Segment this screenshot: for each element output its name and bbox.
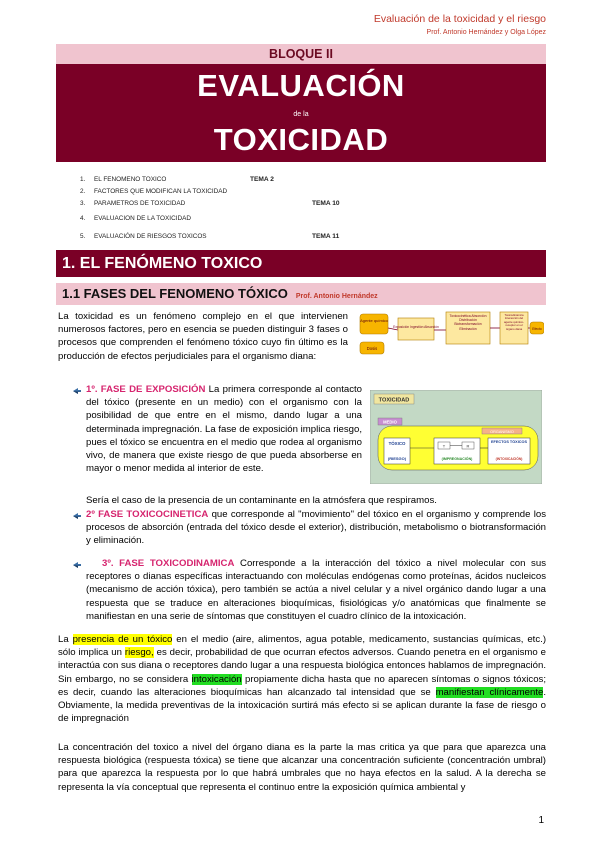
subsection-heading — [56, 283, 546, 305]
title-line-2: de la — [293, 111, 309, 118]
intro-paragraph: La toxicidad es un fenómeno complejo en el que intervienen numerosos factores, pero en esencia se pueden distinguir 3 fases o procesos que comprenden el fenómeno tóxico cuyo fin último es la producción de efectos perjudiciales para el organismo diana: — [58, 311, 348, 362]
phase-3-text: Corresponde a la interacción del tóxico a nivel molecular con sus receptores o dianas específicas interactuando con moléculas endógenas como proteínas, ácidos nucleicos (mecanismo de acción tóxica), pero también se actúa a nivel celular y a nivel orgánico dando lugar a una respuesta que se traduce en alteraciones bioquímicas, fisiológicas y/o anatómicas que finalmente se manifiestan en una serie de síntomas que constituyen el cuadro clínico de la intoxicación. — [86, 558, 546, 622]
phase-1-tail: Sería el caso de la presencia de un contaminante en la atmósfera que respiramos. — [86, 495, 437, 506]
riesgo-label: (RIESGO) — [387, 456, 407, 461]
text-fragment: es decir, probabilidad de que ocurran efectos adversos. Cuando penetra en el organismo e interactúa con sus diana o receptores dando lugar a una respuesta biológica entonces hablamos de impregnación. Sin embargo, no se considera — [58, 647, 547, 685]
subsection-title: 1.1 FASES DEL FENOMENO TÓXICO — [62, 286, 288, 301]
toc-item — [80, 231, 520, 243]
toxicity-diagram — [370, 390, 542, 484]
phase-2 — [86, 508, 546, 548]
t-label: T — [442, 443, 446, 449]
toc-num: 3. — [80, 200, 86, 207]
medio-label: MEDIO — [383, 419, 397, 425]
toc-tema: TEMA 2 — [250, 176, 274, 183]
agente-box — [360, 314, 388, 334]
toc-num: 5. — [80, 233, 86, 240]
organismo-label: ORGANISMO — [490, 429, 514, 434]
highlight-risk: riesgo, — [124, 647, 154, 659]
title-box — [56, 64, 546, 162]
toxic-process-diagram — [358, 308, 544, 374]
paragraph-risk — [58, 633, 546, 726]
toc-item — [80, 186, 520, 198]
toc-item — [80, 213, 520, 225]
page-header — [374, 12, 546, 38]
toxicidad-label: TOXICIDAD — [378, 397, 410, 404]
text-fragment: La — [58, 634, 73, 645]
text-fragment: . Obviamente, la medida preventivas de la intoxicación surtirá más efecto si se aplican durante la fase de riesgo o de impregnación — [58, 686, 546, 725]
page-number: 1 — [538, 815, 544, 827]
toc-num: 4. — [80, 215, 86, 222]
toc-label: FACTORES QUE MODIFICAN LA TOXICIDAD — [94, 188, 228, 195]
toc-item — [80, 198, 520, 210]
toc-num: 2. — [80, 188, 86, 195]
toxicocinetica-label: Toxicocinética Absorción Distribución Biotransformación Eliminación — [449, 314, 487, 331]
toc-item — [80, 174, 520, 186]
r-label: R — [466, 443, 470, 449]
title-line-3: TOXICIDAD — [213, 122, 389, 157]
toc-tema: TEMA 11 — [312, 233, 340, 240]
toc-num: 1. — [80, 176, 86, 183]
section-heading: 1. EL FENÓMENO TOXICO — [56, 250, 546, 277]
highlight-presence: presencia de un tóxico — [72, 634, 173, 645]
toxico-label: TÓXICO — [388, 441, 406, 446]
toc-label: PARAMETROS DE TOXICIDAD — [94, 200, 186, 207]
header-title: Evaluación de la toxicidad y el riesgo — [373, 13, 546, 25]
toc-label: EVALUACIÓN DE RIESGOS TOXICOS — [94, 233, 207, 240]
toc-label: EL FENOMENO TOXICO — [94, 176, 167, 183]
bullet-arrow-icon — [72, 511, 82, 521]
phase-1 — [86, 383, 362, 476]
bullet-arrow-icon — [72, 560, 82, 570]
highlight-clinical: manifiestan clínicamente — [435, 686, 544, 698]
intoxicacion-label: (INTOXICACIÓN) — [495, 457, 523, 461]
dosis-label: Dosis — [366, 346, 378, 351]
agente-label: Agente químico — [360, 318, 388, 323]
table-of-contents — [80, 174, 520, 243]
efectos-label: EFECTOS TÓXICOS — [490, 440, 527, 444]
phase-3-title: 3º. FASE TOXICODINAMICA — [102, 558, 235, 569]
phase-2-text: que corresponde al "movimiento" del tóxico en el organismo y comprende los procesos de absorción (entrada del tóxico desde el exterior), distribución, metabolismo o biotransformación y eliminación. — [86, 509, 546, 547]
phase-1-text: La primera corresponde al contacto del tóxico (presente en un medio) con el organismo con la posibilidad de que entre en el mismo, dando lugar a una determinada impregnación. La fase de exposición implica riesgo, pues el tóxico se encuentra en el medio que rodea al organismo vivo, de manera que existe riesgo de que pueda absorberse en mayor o menor medida al interior de este. — [86, 384, 362, 475]
text-fragment: propiamente dicha hasta que no aparecen síntomas o signos tóxicos; es decir, cuando las alteraciones bioquímicas han alcanzado tal intensidad que se — [58, 673, 547, 698]
subsection-author: Prof. Antonio Hernández — [295, 293, 378, 300]
bullet-arrow-icon — [72, 386, 82, 396]
text-fragment: en el medio (aire, alimentos, agua potable, medicamento, sustancias químicas, etc.) sólo implica un — [58, 634, 547, 659]
toxicodinamica-label: Toxicodinámica Interacción del agente químico-receptor en el órgano diana — [503, 314, 525, 331]
toc-label: EVALUACION DE LA TOXICIDAD — [94, 215, 191, 222]
phase-3 — [86, 557, 546, 623]
exposicion-label: Exposición Ingestión Absorción — [393, 325, 439, 329]
phase-1-title: 1º. FASE DE EXPOSICIÓN — [86, 384, 206, 395]
highlight-intoxication: intoxicación — [191, 673, 242, 685]
paragraph-concentration: La concentración del toxico a nivel del órgano diana es la parte la mas critica ya que para que aparezca una respuesta biológica (respuesta tóxica) se tiene que alcanzar una concentración suficiente (concentración umbral) para que aparezca la respuesta por lo que habrá umbrales que no haya efectos en la salud. A la derecha se representa la vía conceptual que representa el continuo entre la exposición química ambiental y — [58, 742, 546, 793]
efecto-label: Efecto — [532, 327, 542, 331]
phase-2-title: 2º FASE TOXICOCINETICA — [86, 509, 209, 520]
exposicion-box — [398, 318, 434, 340]
toc-tema: TEMA 10 — [312, 200, 340, 207]
impregnacion-label: (IMPREGNACIÓN) — [441, 457, 473, 461]
header-authors: Prof. Antonio Hernández y Olga López — [426, 29, 546, 37]
block-banner: BLOQUE II — [56, 44, 546, 64]
title-line-1: EVALUACIÓN — [197, 68, 405, 103]
